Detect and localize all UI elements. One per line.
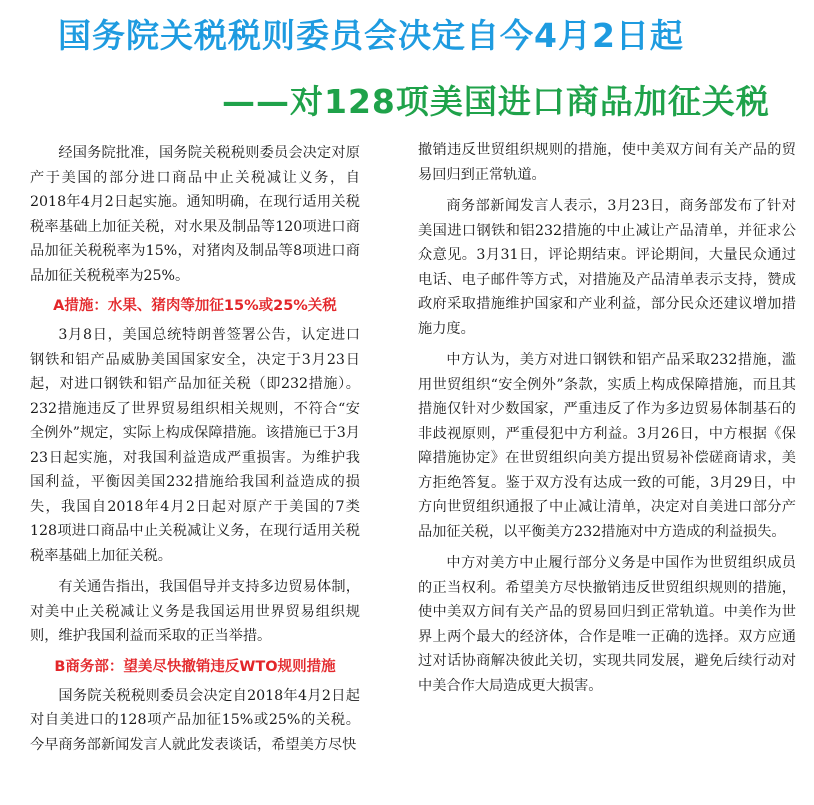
- right-column: [418, 138, 796, 705]
- subheading-b: B商务部：望美尽快撤销违反WTO规则措施: [54, 658, 336, 675]
- left-paragraph-4: 国务院关税税则委员会决定自2018年4月2日起对自美进口的128项产品加征15%或25%的关税。今早商务部新闻发言人就此发表谈话，希望美方尽快: [30, 687, 360, 753]
- right-paragraph-1: 商务部新闻发言人表示，3月23日，商务部发布了针对美国进口钢铁和铝232措施的中止减让产品清单，并征求公众意见。3月31日，评论期结束。评论期间，大量民众通过电话、电子邮件等方式，对措施及产品清单表示支持，赞成政府采取措施维护国家和产业利益，部分民众还建议增加措施力度。: [418, 198, 796, 337]
- subheading-a: A措施：水果、猪肉等加征15%或25%关税: [53, 298, 337, 314]
- right-paragraph-2: 中方认为，美方对进口钢铁和铝产品采取232措施，滥用世贸组织“安全例外”条款，实质上构成保障措施，而且其措施仅针对少数国家，严重违反了作为多边贸易体制基石的非歧视原则，严重侵犯中方利益。3月26日，中方根据《保障措施协定》在世贸组织向美方提出贸易补偿磋商请求，美方拒绝答复。鉴于双方没有达成一致的可能，3月29日，中方向世贸组织通报了中止减让清单，决定对自美进口部分产品加征关税，以平衡美方232措施对中方造成的利益损失。: [418, 352, 796, 540]
- headline-line-2: ——对128项美国进口商品加征关税: [222, 82, 770, 121]
- headline-line-1: 国务院关税税则委员会决定自今4月2日起: [58, 16, 684, 55]
- left-paragraph-3: 有关通告指出，我国倡导并支持多边贸易体制，对美中止关税减让义务是我国运用世界贸易组织规则，维护我国利益而采取的正当举措。: [30, 579, 360, 644]
- left-column: [30, 141, 360, 764]
- left-paragraph-2: 3月8日，美国总统特朗普签署公告，认定进口钢铁和铝产品威胁美国国家安全，决定于3月23日起，对进口钢铁和铝产品加征关税（即232措施）。232措施违反了世界贸易组织相关规则，不符合“安全例外”规定，实际上构成保障措施。该措施已于3月23日起实施，对我国利益造成严重损害。为维护我国利益，平衡因美国232措施给我国利益造成的损失，我国自2018年4月2日起对原产于美国的7类128项进口商品中止关税减让义务，在现行适用关税税率基础上加征关税。: [30, 327, 360, 564]
- right-paragraph-continued: 撤销违反世贸组织规则的措施，使中美双方间有关产品的贸易回归到正常轨道。: [418, 142, 796, 183]
- left-paragraph-1: 经国务院批准，国务院关税税则委员会决定对原产于美国的部分进口商品中止关税减让义务，自2018年4月2日起实施。通知明确，在现行适用关税税率基础上加征关税，对水果及制品等120项进口商品加征关税税率为15%，对猪肉及制品等8项进口商品加征关税税率为25%。: [30, 145, 360, 284]
- right-paragraph-3: 中方对美方中止履行部分义务是中国作为世贸组织成员的正当权利。希望美方尽快撤销违反世贸组织规则的措施，使中美双方间有关产品的贸易回归到正常轨道。中美作为世界上两个最大的经济体，合作是唯一正确的选择。双方应通过对话协商解决彼此关切，实现共同发展，避免后续行动对中美合作大局造成更大损害。: [418, 555, 796, 694]
